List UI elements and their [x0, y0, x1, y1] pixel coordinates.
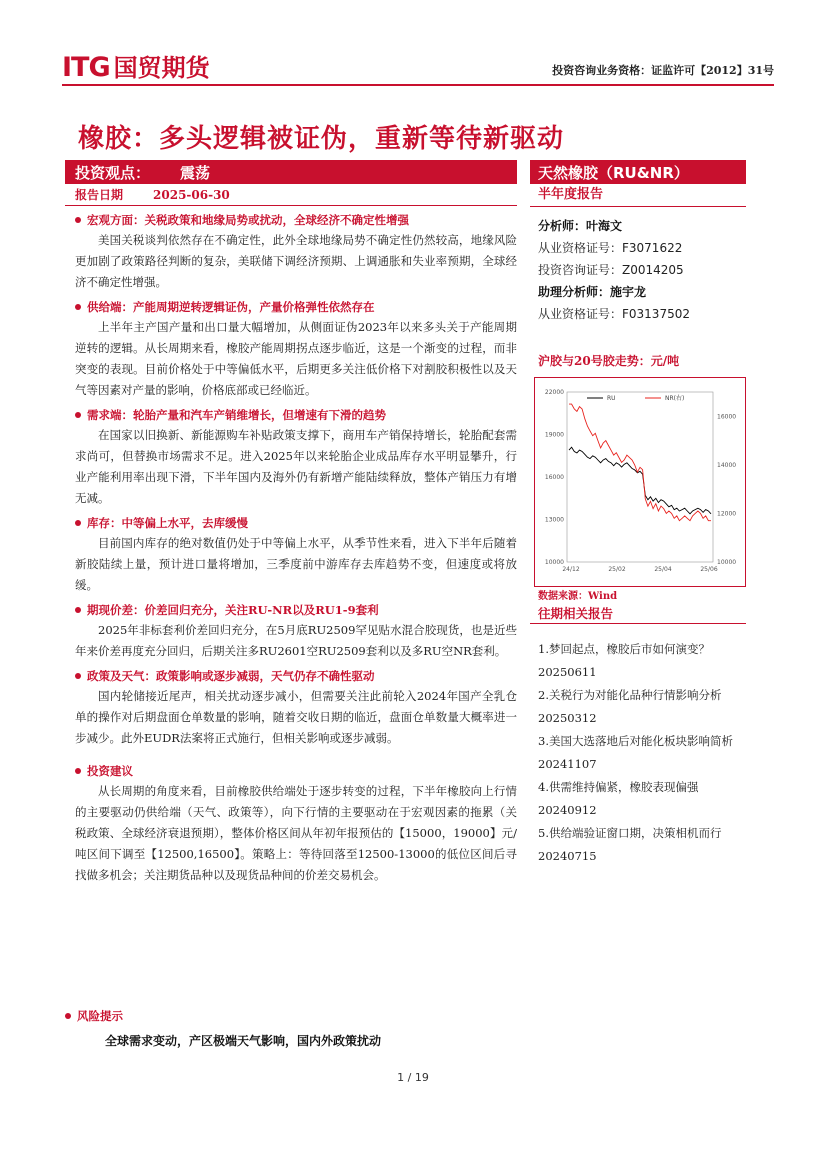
chart-title: 沪胶与20号胶走势：元/吨 [538, 354, 680, 368]
section-heading: 库存：中等偏上水平，去库缓慢 [87, 516, 248, 530]
section-heading: 供给端：产能周期逆转逻辑证伪，产量价格弹性依然存在 [87, 300, 375, 314]
bullet-icon [75, 607, 81, 613]
view-label: 投资观点： [75, 163, 151, 182]
section-demand [65, 405, 517, 509]
bullet-icon [75, 768, 81, 774]
page-number: 1 / 19 [397, 1071, 429, 1084]
advice-body: 从长周期的角度来看，目前橡胶供给端处于逐步转变的过程，下半年橡胶向上行情的主要驱动仍供给端（天气、政策等），向下行情的主要驱动在于宏观因素的拖累（关税政策、全球经济衰退预期），整体价格区间从年初年报预估的【15000，19000】元/吨区间下调至【12500,16500】。策略上：等待回落至12500-13000的低位区间后寻找做多机会；关注期货品种以及现货品种间的价差交易机会。 [75, 784, 517, 882]
bullet-icon [75, 217, 81, 223]
y-right-tick-label: 10000 [717, 559, 737, 566]
risk-heading: 风险提示 [77, 1009, 123, 1023]
company-logo [62, 48, 210, 83]
related-reports-list [530, 638, 746, 868]
logo-itg-text: ITG [62, 52, 110, 83]
section-inventory [65, 513, 517, 596]
cert-qualification: 从业资格证号：F3071622 [538, 241, 683, 255]
section-macro [65, 210, 517, 293]
assistant-row [530, 281, 746, 303]
analyst-label: 分析师： [538, 219, 587, 233]
cert-assistant: 从业资格证号：F03137502 [538, 307, 690, 321]
y-right-tick-label: 16000 [717, 413, 737, 421]
related-report-item[interactable]: 5.供给端验证窗口期，决策相机而行20240715 [538, 826, 722, 863]
bullet-icon [75, 304, 81, 310]
data-source: 数据来源：Wind [538, 591, 618, 602]
bullet-icon [75, 520, 81, 526]
advice-heading: 投资建议 [87, 764, 133, 778]
y-left-tick-label: 16000 [544, 474, 564, 481]
section-body: 美国关税谈判依然存在不确定性，此外全球地缘局势不确定性仍然较高，地缘风险更加剧了政策路径判断的复杂，美联储下调经济预期、上调通胀和失业率预期，全球经济不确定性增强。 [75, 233, 517, 289]
related-report-item[interactable]: 4.供需维持偏紧，橡胶表现偏强20240912 [538, 780, 699, 817]
x-tick-label: 25/06 [700, 566, 718, 573]
related-report-item[interactable]: 2.关税行为对能化品种行情影响分析20250312 [538, 688, 722, 725]
series-line-ru [569, 447, 711, 514]
analyst-row [530, 215, 746, 237]
date-value: 2025-06-30 [153, 187, 230, 202]
y-left-tick-label: 10000 [544, 559, 564, 566]
report-type: 半年度报告 [530, 184, 746, 207]
related-report-item[interactable]: 3.美国大选落地后对能化板块影响简析20241107 [538, 734, 733, 771]
related-report-item[interactable]: 1.梦回起点，橡胶后市如何演变？20250611 [538, 642, 710, 679]
x-tick-label: 25/04 [654, 566, 672, 573]
main-column [65, 160, 517, 886]
x-tick-label: 24/12 [562, 566, 580, 573]
bullet-icon [75, 673, 81, 679]
section-body: 国内轮储接近尾声，相关扰动逐步减小，但需要关注此前轮入2024年国产全乳仓单的操作对后期盘面仓单数量的影响，随着交收日期的临近，盘面仓单数量大概率进一步减少。此外EUDR法案将正式施行，但相关影响或逐步减弱。 [75, 689, 517, 745]
section-body: 上半年主产国产量和出口量大幅增加，从侧面证伪2023年以来多头关于产能周期逆转的逻辑。从长周期来看，橡胶产能周期拐点逐步临近，这是一个渐变的过程，而非突变的表现。目前价格处于中等偏低水平，后期更多关注低价格下对割胶积极性以及天气等因素对产量的影响，价格底部或已经临近。 [75, 320, 517, 397]
risk-body: 全球需求变动，产区极端天气影响，国内外政策扰动 [105, 1034, 382, 1048]
price-chart [534, 377, 746, 587]
section-heading: 宏观方面：关税政策和地缘局势或扰动，全球经济不确定性增强 [87, 213, 409, 227]
bullet-icon [65, 1013, 71, 1019]
cert-consulting: 投资咨询证号：Z0014205 [538, 263, 684, 277]
price-chart-svg [535, 378, 745, 586]
series-line-nr [569, 404, 711, 521]
assistant-name: 施宇龙 [610, 285, 647, 299]
sidebar-column [530, 160, 746, 868]
legend-label: RU [607, 395, 616, 402]
logo-cn-text: 国贸期货 [113, 54, 210, 82]
section-body: 2025年非标套利价差回归充分，在5月底RU2509罕见贴水混合胶现货，也是近些年来价差再度充分回归，后期关注多RU2601空RU2509套利以及多RU空NR套利。 [75, 623, 517, 658]
section-advice [65, 761, 517, 886]
y-left-tick-label: 13000 [544, 516, 564, 524]
license-text: 投资咨询业务资格：证监许可【2012】31号 [552, 64, 774, 77]
investment-view-bar [65, 160, 517, 184]
y-left-tick-label: 19000 [544, 431, 564, 439]
report-title: 橡胶：多头逻辑被证伪，重新等待新驱动 [78, 124, 565, 154]
section-heading: 政策及天气：政策影响或逐步减弱，天气仍存不确性驱动 [87, 669, 375, 683]
y-left-tick-label: 22000 [544, 389, 564, 396]
risk-section [65, 1006, 517, 1052]
page-header [62, 48, 774, 84]
section-supply [65, 297, 517, 401]
x-tick-label: 25/02 [608, 566, 626, 573]
plot-area [567, 392, 713, 562]
section-policy-weather [65, 666, 517, 749]
product-bar: 天然橡胶（RU&NR） [530, 160, 746, 184]
section-body: 在国家以旧换新、新能源购车补贴政策支撑下，商用车产销保持增长，轮胎配套需求尚可，但替换市场需求不足。进入2025年以来轮胎企业成品库存水平明显攀升，行业产能利用率出现下滑，下半年国内及海外仍有新增产能陆续释放，整体产销压力有增无减。 [75, 428, 517, 505]
bullet-icon [75, 412, 81, 418]
section-heading: 需求端：轮胎产量和汽车产销维增长，但增速有下滑的趋势 [87, 408, 386, 422]
analyst-name: 叶海文 [586, 219, 623, 233]
section-spread [65, 600, 517, 662]
header-divider [62, 84, 774, 86]
assistant-label: 助理分析师： [538, 285, 611, 299]
section-heading: 期现价差：价差回归充分，关注RU-NR以及RU1-9套利 [87, 603, 379, 617]
y-right-tick-label: 12000 [717, 510, 737, 518]
legend-label: NR(右) [665, 395, 685, 402]
date-label: 报告日期 [75, 188, 124, 202]
report-date-row [65, 184, 517, 206]
section-body: 目前国内库存的绝对数值仍处于中等偏上水平，从季节性来看，进入下半年后随着新胶陆续上量，预计进口量将增加，三季度前中游库存去库趋势不变，但速度或将放缓。 [75, 536, 517, 592]
y-right-tick-label: 14000 [717, 461, 737, 469]
view-value: 震荡 [180, 163, 211, 182]
related-reports-heading: 往期相关报告 [530, 605, 746, 624]
